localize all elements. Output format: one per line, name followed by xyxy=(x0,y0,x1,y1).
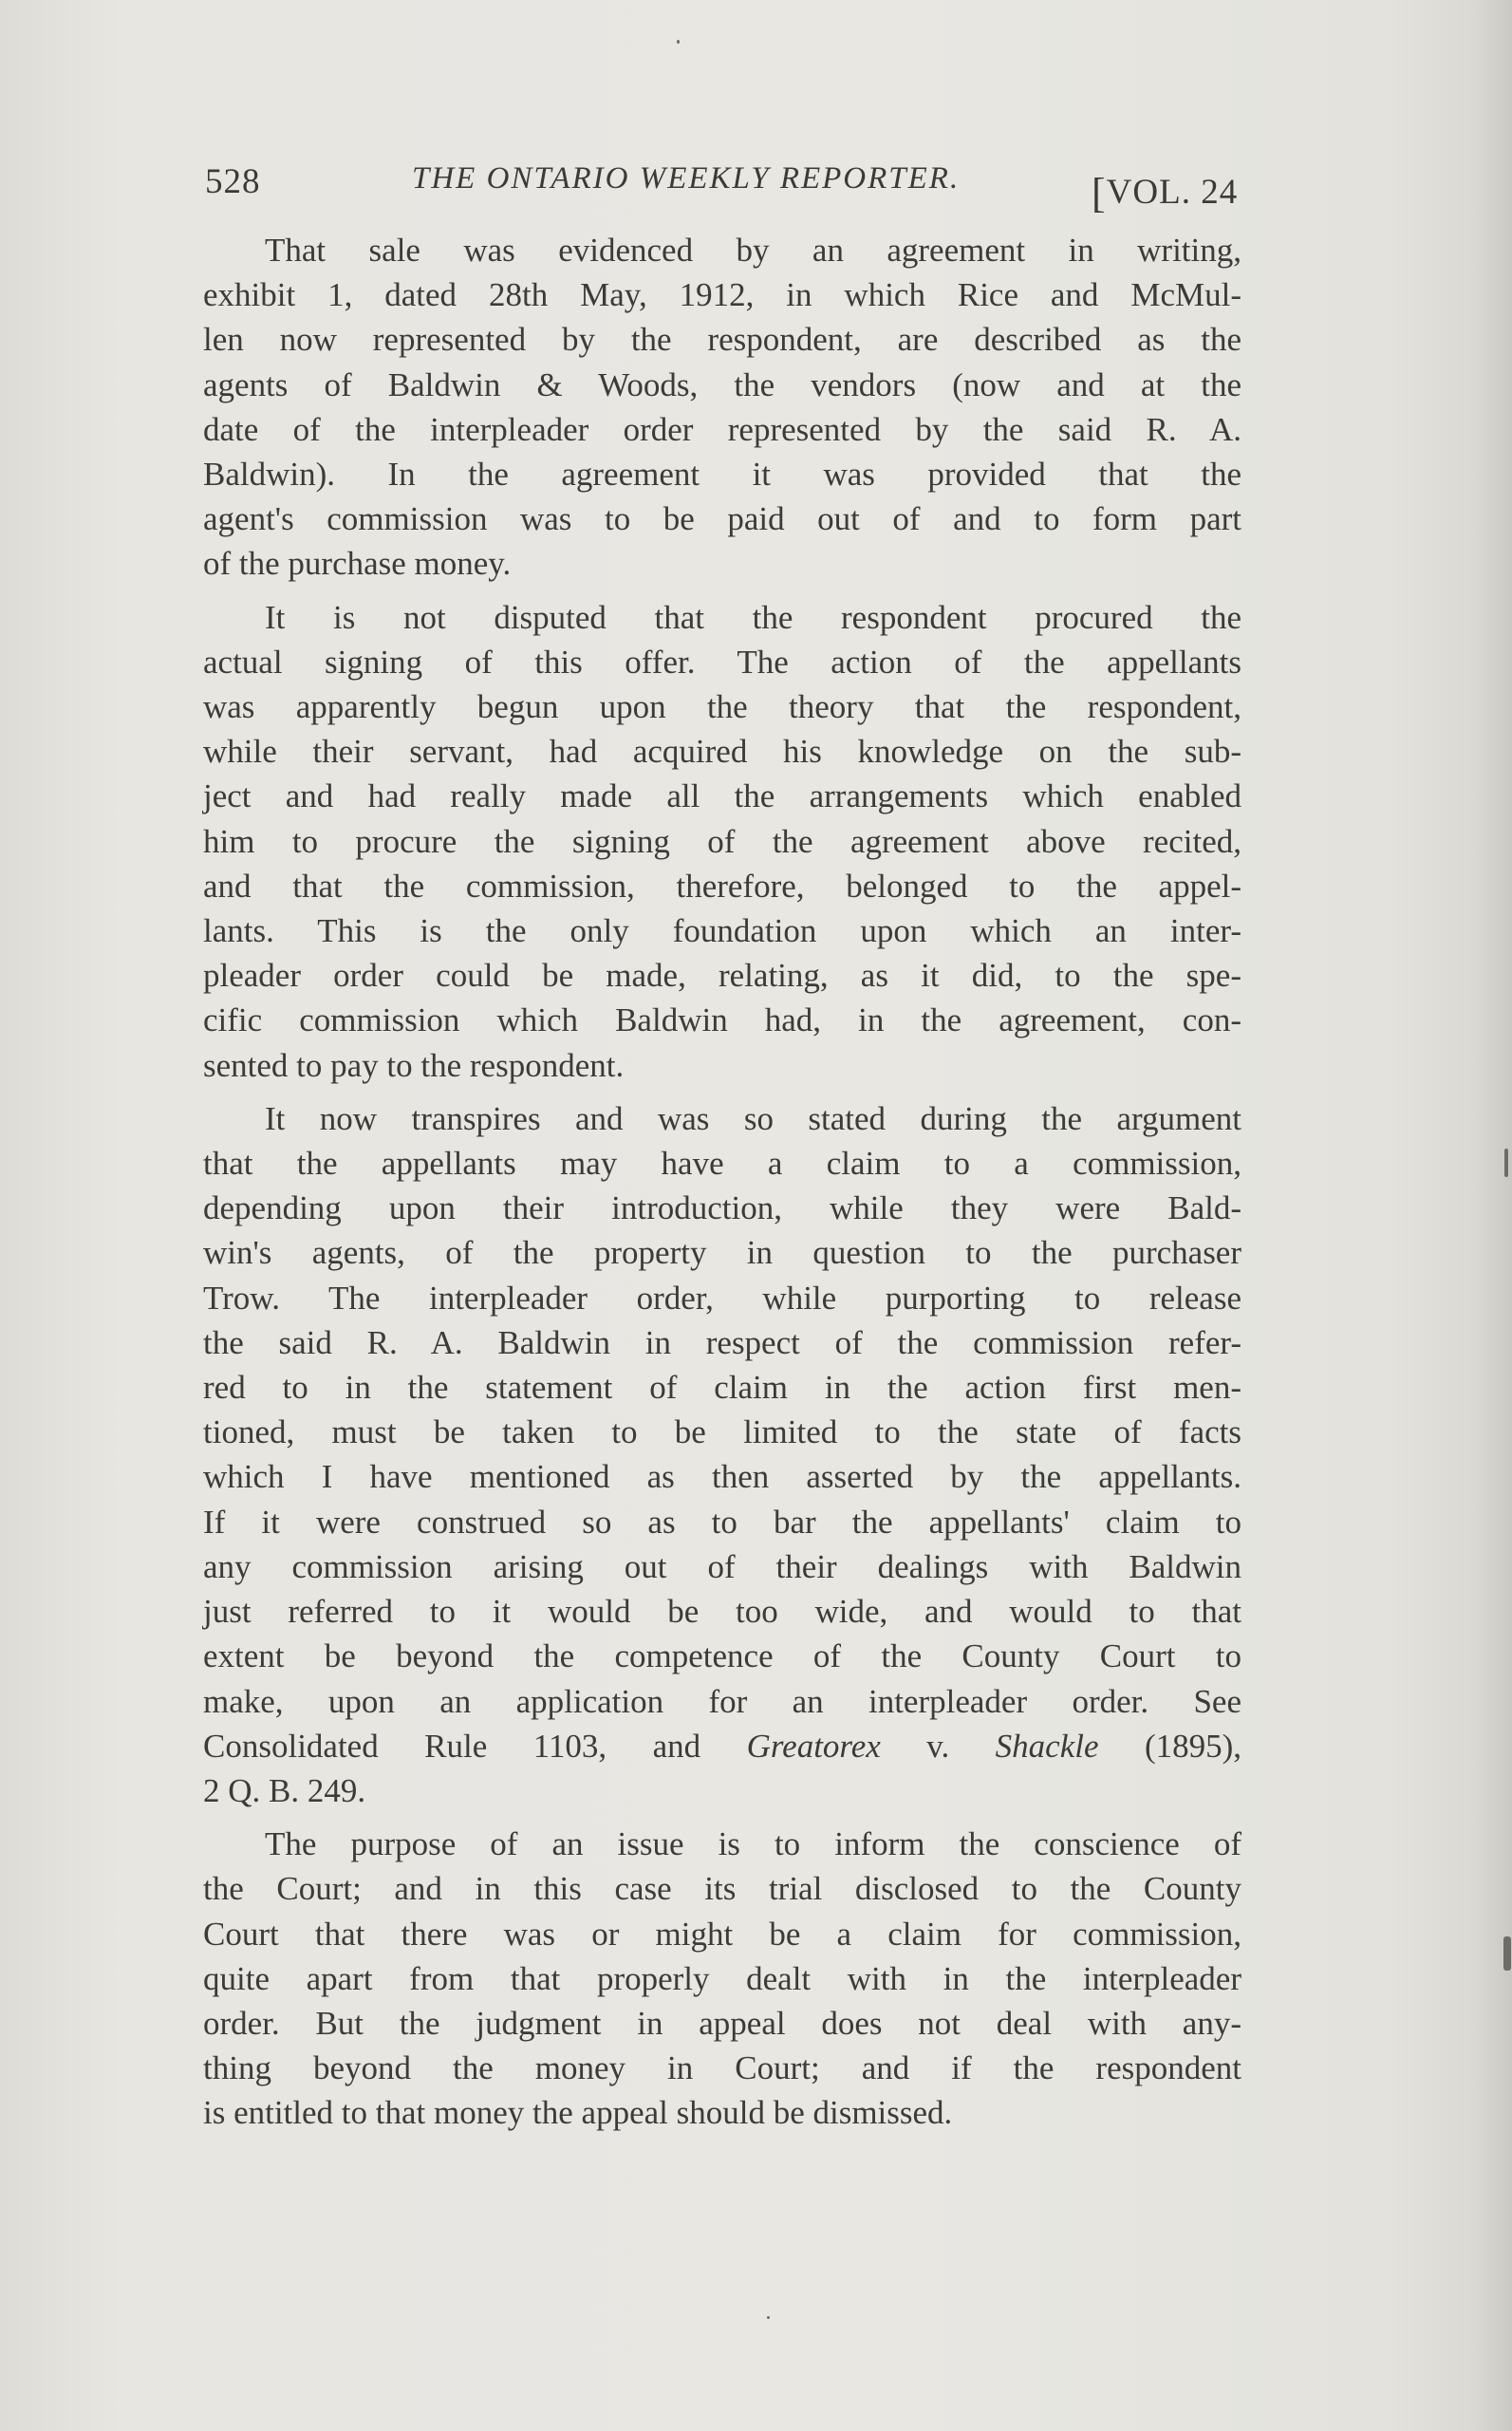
text-line: It now transpires and was so stated during the argument xyxy=(265,1099,1241,1137)
page-edge-shadow xyxy=(1474,0,1512,2431)
text-line: is entitled to that money the appeal should be dismissed. xyxy=(203,2094,953,2132)
text-line: while their servant, had acquired his knowledge on the sub- xyxy=(203,733,1241,771)
case-versus: v. xyxy=(880,1727,996,1765)
text-line: which I have mentioned as then asserted by the appellants. xyxy=(203,1458,1241,1496)
citation-year: (1895), xyxy=(1098,1727,1242,1765)
paper-speck xyxy=(1504,1149,1508,1177)
text-line: quite apart from that properly dealt with in the interpleader xyxy=(203,1959,1241,1997)
page-header xyxy=(205,152,1249,216)
citation-prefix: Consolidated Rule 1103, and xyxy=(203,1727,747,1765)
text-line: win's agents, of the property in question to the purchaser xyxy=(203,1234,1241,1272)
text-line: agents of Baldwin & Woods, the vendors (now and at the xyxy=(203,365,1241,403)
page-number: 528 xyxy=(205,162,261,201)
text-line: If it were construed so as to bar the appellants' claim to xyxy=(203,1503,1241,1541)
text-line: The purpose of an issue is to inform the conscience of xyxy=(265,1825,1241,1863)
text-line: 2 Q. B. 249. xyxy=(203,1771,366,1809)
text-line: pleader order could be made, relating, as it did, to the spe- xyxy=(203,957,1241,995)
text-line: order. But the judgment in appeal does not deal with any- xyxy=(203,2004,1241,2042)
text-line: actual signing of this offer. The action of the appellants xyxy=(203,643,1241,681)
text-line: cific commission which Baldwin had, in the agreement, con- xyxy=(203,1001,1241,1039)
text-line: agent's commission was to be paid out of and to form part xyxy=(203,500,1241,538)
text-line: him to procure the signing of the agreement above recited, xyxy=(203,822,1241,860)
text-line: that the appellants may have a claim to a commission, xyxy=(203,1145,1241,1183)
text-line: depending upon their introduction, while they were Bald- xyxy=(203,1189,1241,1227)
text-line: any commission arising out of their dealings with Baldwin xyxy=(203,1547,1241,1585)
text-line: and that the commission, therefore, belonged to the appel- xyxy=(203,867,1241,905)
paper-speck xyxy=(767,2316,770,2319)
text-line: sented to pay to the respondent. xyxy=(203,1046,625,1084)
text-line: lants. This is the only foundation upon which an inter- xyxy=(203,912,1241,950)
text-line: of the purchase money. xyxy=(203,545,512,583)
paper-speck xyxy=(1503,1936,1511,1971)
paragraph-4 xyxy=(203,1822,1241,2135)
text-line: the Court; and in this case its trial disclosed to the County xyxy=(203,1870,1241,1908)
text-line: Baldwin). In the agreement it was provided that the xyxy=(203,456,1241,494)
text-line: red to in the statement of claim in the action first men- xyxy=(203,1369,1241,1407)
volume-number: VOL. 24 xyxy=(1106,173,1239,212)
text-line: len now represented by the respondent, are described as the xyxy=(203,321,1241,359)
text-line: It is not disputed that the respondent procured the xyxy=(265,598,1241,636)
text-line: the said R. A. Baldwin in respect of the commission refer- xyxy=(203,1323,1241,1361)
paragraph-3 xyxy=(203,1096,1241,1813)
paragraph-2 xyxy=(203,595,1241,1088)
text-line: Trow. The interpleader order, while purporting to release xyxy=(203,1279,1241,1317)
text-line: exhibit 1, dated 28th May, 1912, in which Rice and McMul- xyxy=(203,276,1241,314)
text-line: make, upon an application for an interpleader order. See xyxy=(203,1682,1241,1720)
text-line: date of the interpleader order represented by the said R. A. xyxy=(203,410,1241,448)
paragraph-1 xyxy=(203,228,1241,587)
volume-bracket: [ xyxy=(1092,170,1107,216)
text-line: ject and had really made all the arrangements which enabled xyxy=(203,777,1241,815)
body-text xyxy=(203,228,1241,2144)
case-party-2: Shackle xyxy=(995,1727,1099,1765)
text-line: thing beyond the money in Court; and if the respondent xyxy=(203,2049,1241,2087)
text-line: tioned, must be taken to be limited to the state of facts xyxy=(203,1413,1241,1451)
paper-speck xyxy=(677,40,680,44)
volume-label xyxy=(1092,165,1238,214)
text-line: just referred to it would be too wide, and would to that xyxy=(203,1593,1241,1631)
text-line: was apparently begun upon the theory that the respondent, xyxy=(203,688,1241,726)
citation-line xyxy=(203,1724,1241,1768)
running-title: THE ONTARIO WEEKLY REPORTER. xyxy=(412,161,961,196)
text-line: That sale was evidenced by an agreement in writing, xyxy=(265,232,1241,269)
text-line: extent be beyond the competence of the County Court to xyxy=(203,1637,1241,1675)
text-line: Court that there was or might be a claim for commission, xyxy=(203,1915,1241,1953)
case-party-1: Greatorex xyxy=(746,1727,881,1765)
